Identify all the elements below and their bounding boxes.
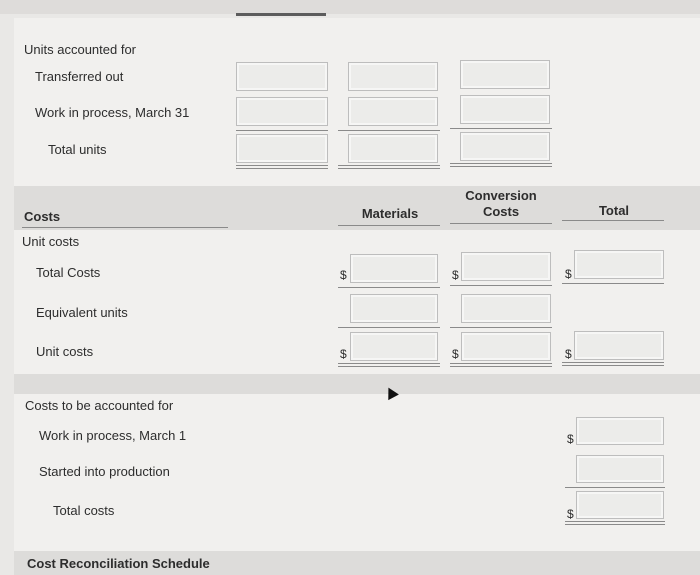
wip-march31-conversion-input[interactable]: [460, 95, 550, 124]
dollar-sign: $: [340, 347, 347, 361]
transferred-out-units-input[interactable]: [236, 62, 328, 91]
costs-heading: Costs: [24, 209, 61, 224]
double-underline: [338, 165, 440, 169]
double-underline: [236, 165, 328, 169]
dollar-sign: $: [565, 347, 572, 361]
underline: [450, 285, 552, 286]
total-units-input[interactable]: [236, 134, 328, 163]
dollar-sign: $: [567, 432, 574, 446]
underline: [236, 130, 328, 131]
wip-march31-units-input[interactable]: [236, 97, 328, 126]
equivalent-units-materials-input[interactable]: [350, 294, 438, 323]
section-separator-band: [14, 374, 700, 394]
underline: [565, 487, 665, 488]
transferred-out-materials-input[interactable]: [348, 62, 438, 91]
double-underline: [450, 363, 552, 367]
total-column-header: Total: [598, 203, 630, 218]
equivalent-units-label: Equivalent units: [36, 305, 128, 320]
underline: [562, 283, 664, 284]
underline: [338, 287, 440, 288]
total-costs-total-input[interactable]: [574, 250, 664, 279]
materials-column-header: Materials: [361, 206, 419, 221]
dollar-sign: $: [340, 268, 347, 282]
total-units-label: Total units: [48, 142, 107, 157]
double-underline: [450, 163, 552, 167]
wip-march1-total-input[interactable]: [576, 417, 664, 445]
transferred-out-conversion-input[interactable]: [460, 60, 550, 89]
underline: [450, 223, 552, 224]
total-costs-materials-input[interactable]: [350, 254, 438, 283]
total-costs-label: Total Costs: [36, 265, 101, 280]
unit-costs-conversion-input[interactable]: [461, 332, 551, 361]
double-underline: [562, 362, 664, 366]
double-underline: [338, 363, 440, 367]
underline: [338, 327, 440, 328]
dollar-sign: $: [452, 268, 459, 282]
underline: [338, 130, 440, 131]
wip-march31-materials-input[interactable]: [348, 97, 438, 126]
top-strip: [0, 0, 700, 14]
started-into-production-label: Started into production: [39, 464, 170, 479]
dollar-sign: $: [452, 347, 459, 361]
costs-to-be-accounted-heading: Costs to be accounted for: [25, 398, 174, 413]
underline: [562, 220, 664, 221]
dollar-sign: $: [567, 507, 574, 521]
total-units-materials-input[interactable]: [348, 134, 438, 163]
total-costs-accounted-input[interactable]: [576, 491, 664, 519]
underline: [22, 227, 228, 228]
double-underline: [565, 521, 665, 525]
underline: [338, 225, 440, 226]
unit-costs-total-input[interactable]: [574, 331, 664, 360]
unit-costs-label: Unit costs: [36, 344, 94, 359]
cost-reconciliation-heading: Cost Reconciliation Schedule: [27, 556, 210, 571]
equivalent-units-conversion-input[interactable]: [461, 294, 551, 323]
started-into-production-total-input[interactable]: [576, 455, 664, 483]
unit-costs-subheading: Unit costs: [22, 234, 80, 249]
total-costs-accounted-label: Total costs: [53, 503, 115, 518]
dollar-sign: $: [565, 267, 572, 281]
units-accounted-heading: Units accounted for: [24, 42, 137, 57]
underline: [450, 327, 552, 328]
total-costs-conversion-input[interactable]: [461, 252, 551, 281]
total-units-conversion-input[interactable]: [460, 132, 550, 161]
wip-march1-label: Work in process, March 1: [39, 428, 187, 443]
transferred-out-label: Transferred out: [35, 69, 124, 84]
underline: [450, 128, 552, 129]
unit-costs-materials-input[interactable]: [350, 332, 438, 361]
wip-march31-label: Work in process, March 31: [35, 105, 190, 120]
conversion-costs-column-header: Conversion Costs: [465, 188, 537, 219]
top-rule: [236, 13, 326, 16]
